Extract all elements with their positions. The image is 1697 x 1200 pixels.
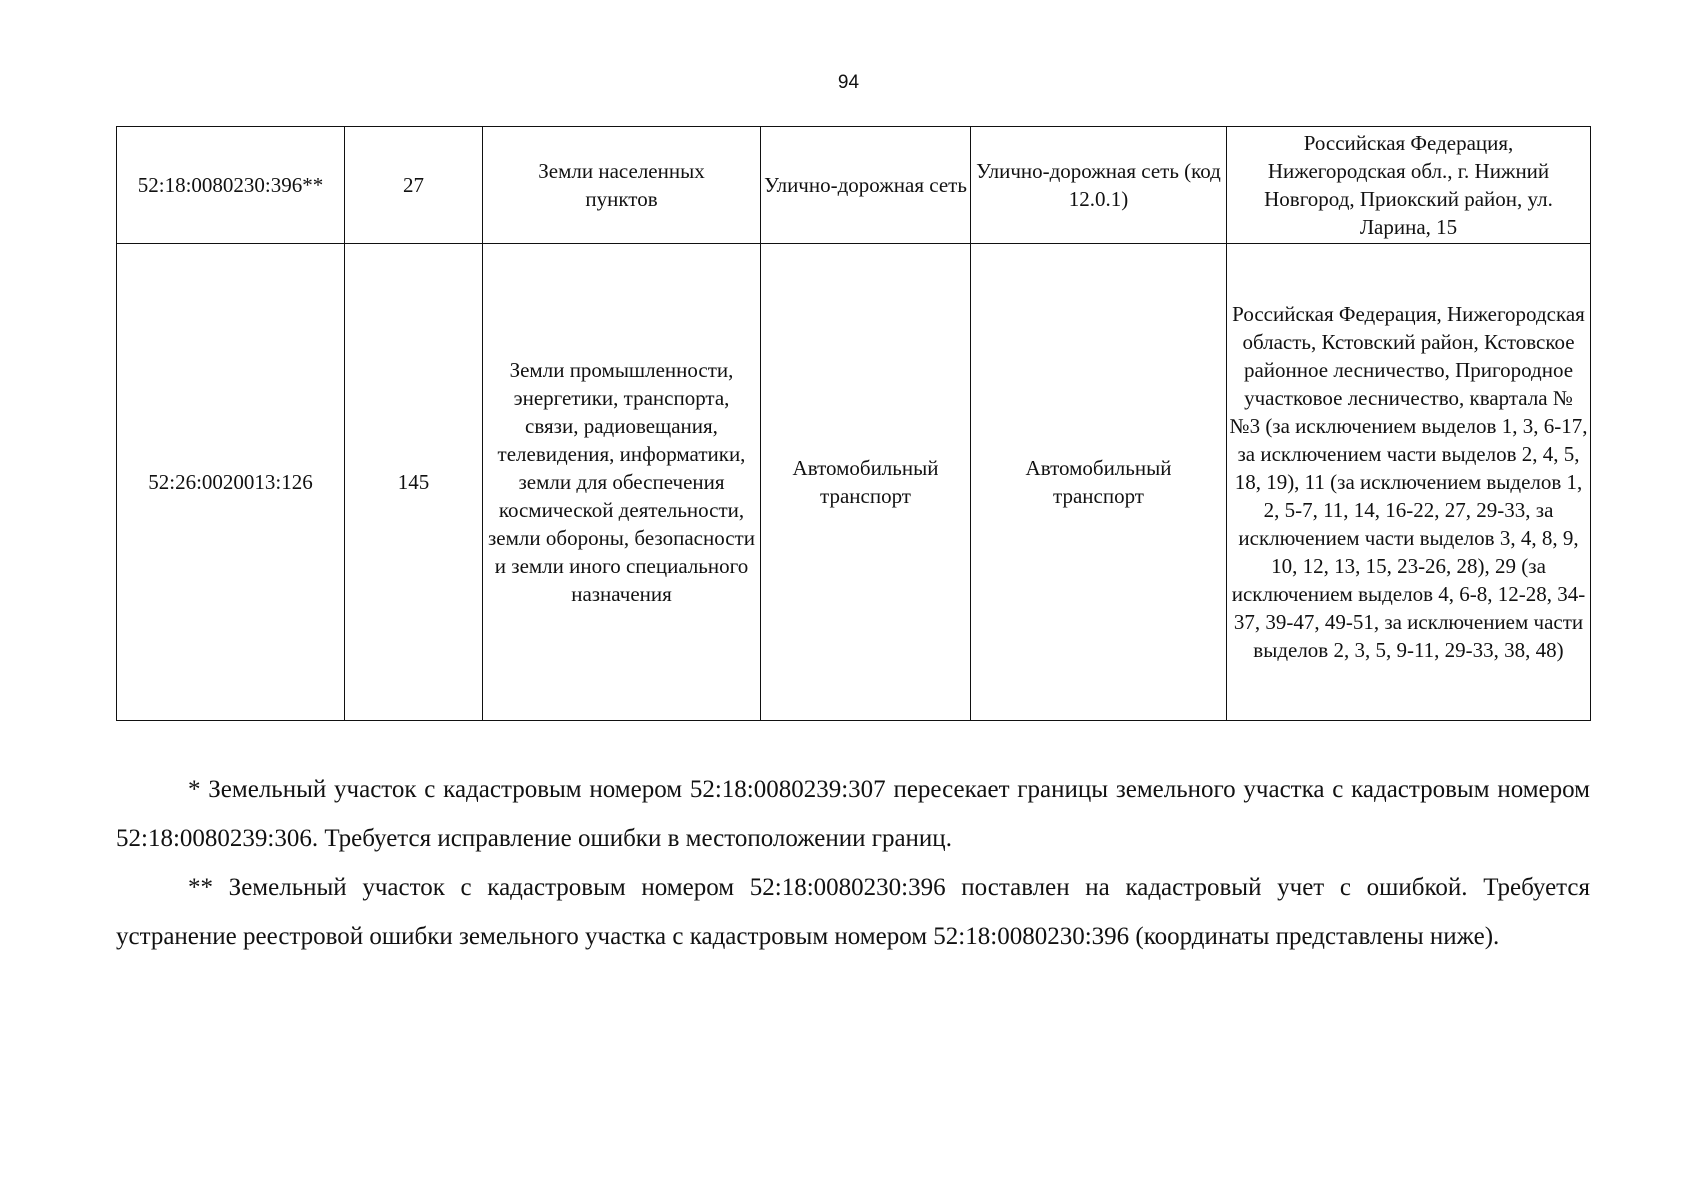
number-cell: 145 [345,244,483,721]
table-row [117,244,1591,721]
address-cell: Российская Федерация, Нижегородская область, Кстовский район, Кстовское районное лесничество, Пригородное участковое лесничество, квартала №№3 (за исключением выделов 1, 3, 6-17, за исключением части выделов 2, 4, 5, 18, 19), 11 (за исключением выделов 1, 2, 5-7, 11, 14, 16-22, 27, 29-33, за исключением части выделов 3, 4, 8, 9, 10, 12, 13, 15, 23-26, 28), 29 (за исключением выделов 4, 6-8, 12-28, 34-37, 39-47, 49-51, за исключением части выделов 2, 3, 5, 9-11, 29-33, 38, 48) [1227,244,1591,721]
number-cell: 27 [345,127,483,244]
land-category-cell: Земли населенных пунктов [483,127,761,244]
land-category-cell: Земли промышленности, энергетики, транспорта, связи, радиовещания, телевидения, информатики, земли для обеспечения космической деятельности, земли обороны, безопасности и земли иного специального назначения [483,244,761,721]
table-row [117,127,1591,244]
footnote-single-asterisk: * Земельный участок с кадастровым номером 52:18:0080239:307 пересекает границы земельного участка с кадастровым номером 52:18:0080239:306. Требуется исправление ошибки в местоположении границ. [116,776,1590,852]
use-type-cell: Автомобильный транспорт [971,244,1227,721]
permitted-use-cell: Улично-дорожная сеть [761,127,971,244]
footnote-double-asterisk: ** Земельный участок с кадастровым номером 52:18:0080230:396 поставлен на кадастровый учет с ошибкой. Требуется устранение реестровой ошибки земельного участка с кадастровым номером 52:18:0080230:396 (координаты представлены ниже). [116,874,1590,950]
address-cell: Российская Федерация, Нижегородская обл., г. Нижний Новгород, Приокский район, ул. Ларина, 15 [1227,127,1591,244]
cadastral-number-cell: 52:26:0020013:126 [117,244,345,721]
permitted-use-cell: Автомобильный транспорт [761,244,971,721]
land-plots-table [116,126,1591,721]
use-type-cell: Улично-дорожная сеть (код 12.0.1) [971,127,1227,244]
page-number: 94 [837,72,860,93]
footnotes [116,765,1590,961]
cadastral-number-cell: 52:18:0080230:396** [117,127,345,244]
